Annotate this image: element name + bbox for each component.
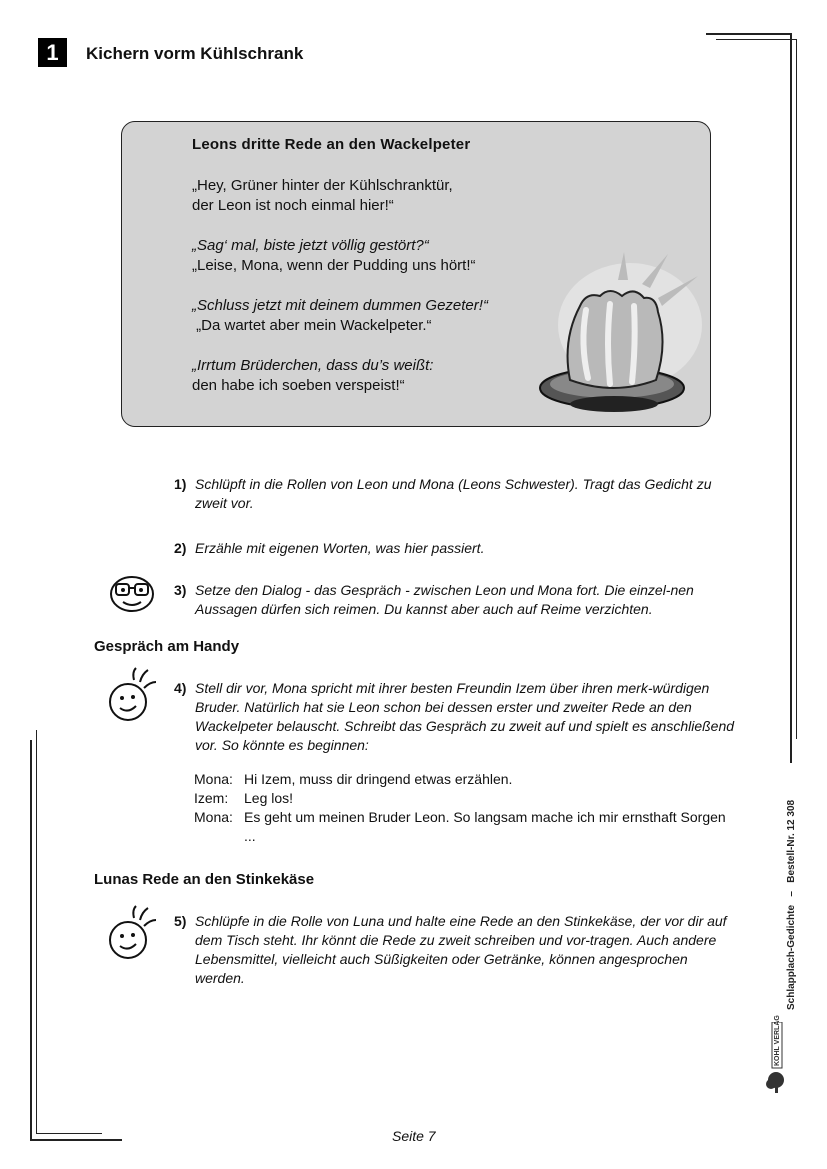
poem-line: „Leise, Mona, wenn der Pudding uns hört!“ (192, 257, 476, 274)
poem-line: „Hey, Grüner hinter der Kühlschranktür, (192, 177, 453, 194)
dialog-speaker: Mona: (194, 809, 233, 825)
corner-line-bottom-left-h2 (36, 1133, 102, 1134)
task-number: 1) (174, 476, 187, 492)
glasses-smiley-icon (108, 574, 156, 614)
dialog-text: Hi Izem, muss dir dringend etwas erzählen. (244, 771, 513, 787)
task-text: Schlüpfe in die Rolle von Luna und halte eine Rede an den Stinkekäse, der vor dir auf dem Tisch steht. Ihr könnt die Rede zu zweit schreiben und vor-tragen. Auch andere Lebensmittel, vielleicht auch Süßigkeiten oder Getränke, können angesprochen werden. (195, 913, 727, 986)
task-number: 5) (174, 913, 187, 929)
chapter-number-badge: 1 (38, 38, 67, 67)
corner-line-bottom-left-v2 (36, 730, 37, 1134)
dialog-speaker: Mona: (194, 771, 233, 787)
corner-line-top-right-v (790, 33, 792, 763)
task-text: Schlüpft in die Rollen von Leon und Mona (Leons Schwester). Tragt das Gedicht zu zweit vor. (195, 476, 712, 511)
poem-line: der Leon ist noch einmal hier!“ (192, 197, 394, 214)
poem-line: „Sag‘ mal, biste jetzt völlig gestört?“ (192, 237, 429, 254)
publisher-logo (766, 1015, 786, 1094)
section-heading-stinkekaese: Lunas Rede an den Stinkekäse (94, 871, 315, 888)
task-number: 4) (174, 680, 187, 696)
section-heading-handy: Gespräch am Handy (94, 638, 240, 655)
task-text: Erzähle mit eigenen Worten, was hier passiert. (195, 540, 485, 556)
page-number: Seite 7 (392, 1128, 436, 1144)
task-text: Setze den Dialog - das Gespräch - zwischen Leon und Mona fort. Die einzel-nen Aussagen dürfen sich reimen. Du kannst aber auch auf Reime verzichten. (195, 582, 694, 617)
happy-face-icon (106, 904, 160, 962)
task-number: 3) (174, 582, 187, 598)
poem-title: Leons dritte Rede an den Wackelpeter (192, 136, 471, 153)
happy-face-icon (106, 666, 160, 724)
task-text: Stell dir vor, Mona spricht mit ihrer besten Freundin Izem über ihren merk-würdigen Bruder. Natürlich hat sie Leon schon bei dessen erster und zweiter Rede an den Wackelpeter belauscht. Schreibt das Gespräch zu zweit auf und spielt es anschließend vor. So könnte es beginnen: (195, 680, 735, 753)
dialog-row (194, 770, 734, 789)
chapter-title: Kichern vorm Kühlschrank (86, 44, 304, 63)
publisher-name: KOHL VERLAG (774, 1015, 781, 1066)
poem-line: „Irrtum Brüderchen, dass du’s weißt: (192, 357, 434, 374)
poem-line: „Da wartet aber mein Wackelpeter.“ (192, 317, 432, 334)
dialog-row (194, 808, 734, 846)
corner-line-bottom-left-h (30, 1139, 122, 1141)
corner-line-top-right-h (706, 33, 790, 35)
corner-line-bottom-left-v (30, 740, 32, 1140)
dialog-text: Es geht um meinen Bruder Leon. So langsam mache ich mir ernsthaft Sorgen ... (244, 809, 726, 844)
task-number: 2) (174, 540, 187, 556)
corner-line-top-right-v2 (796, 39, 797, 739)
dialog-row (194, 789, 734, 808)
poem-line: „Schluss jetzt mit deinem dummen Gezeter!“ (192, 297, 488, 314)
corner-line-top-right-h2 (716, 39, 796, 40)
dialog-text: Leg los! (244, 790, 294, 806)
poem-line: den habe ich soeben verspeist!“ (192, 377, 405, 394)
pudding-illustration (530, 240, 705, 420)
dialog-speaker: Izem: (194, 790, 229, 806)
